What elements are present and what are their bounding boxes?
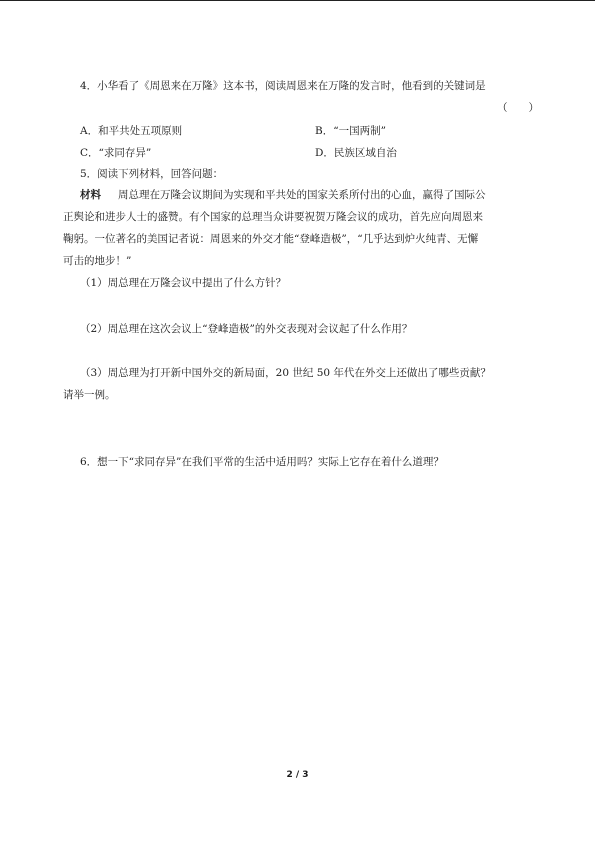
q4-option-a: A．和平共处五项原则	[80, 125, 183, 137]
q5-stem: 5．阅读下列材料，回答问题：	[80, 168, 224, 180]
q5-material-line-4: 可击的地步！”	[63, 255, 132, 267]
page-number: 2 / 3	[286, 770, 309, 780]
q5-sub-question-2: （2）周总理在这次会议上“登峰造极”的外交表现对会议起了什么作用？	[80, 323, 413, 335]
q5-sub-question-3-continued: 请举一例。	[63, 389, 116, 401]
q6-stem: 6．想一下“求同存异”在我们平常的生活中适用吗？实际上它存在着什么道理？	[80, 456, 444, 468]
q4-option-d: D．民族区域自治	[315, 147, 397, 159]
q5-material-label: 材料	[80, 189, 101, 201]
q4-option-b: B．“一国两制”	[315, 125, 386, 137]
q5-sub-question-3: （3）周总理为打开新中国外交的新局面，20 世纪 50 年代在外交上还做出了哪些贡献？	[80, 367, 491, 379]
q5-material-line-3: 鞠躬。一位著名的美国记者说：周恩来的外交才能“登峰造极”，“几乎达到炉火纯青、无懈	[63, 233, 479, 245]
q5-material-line-2: 正舆论和进步人士的盛赞。有个国家的总理当众讲要祝贺万隆会议的成功，首先应向周恩来	[63, 211, 483, 223]
header-rule	[0, 0, 595, 1]
q4-option-c: C．“求同存异”	[80, 147, 152, 159]
q5-sub-question-1: （1）周总理在万隆会议中提出了什么方针？	[80, 277, 287, 289]
q5-material-line-1: 周总理在万隆会议期间为实现和平共处的国家关系所付出的心血，赢得了国际公	[118, 189, 486, 201]
q4-stem: 4．小华看了《周恩来在万隆》这本书，阅读周恩来在万隆的发言时，他看到的关键词是	[80, 80, 486, 92]
q4-answer-bracket: （ ）	[497, 102, 539, 114]
